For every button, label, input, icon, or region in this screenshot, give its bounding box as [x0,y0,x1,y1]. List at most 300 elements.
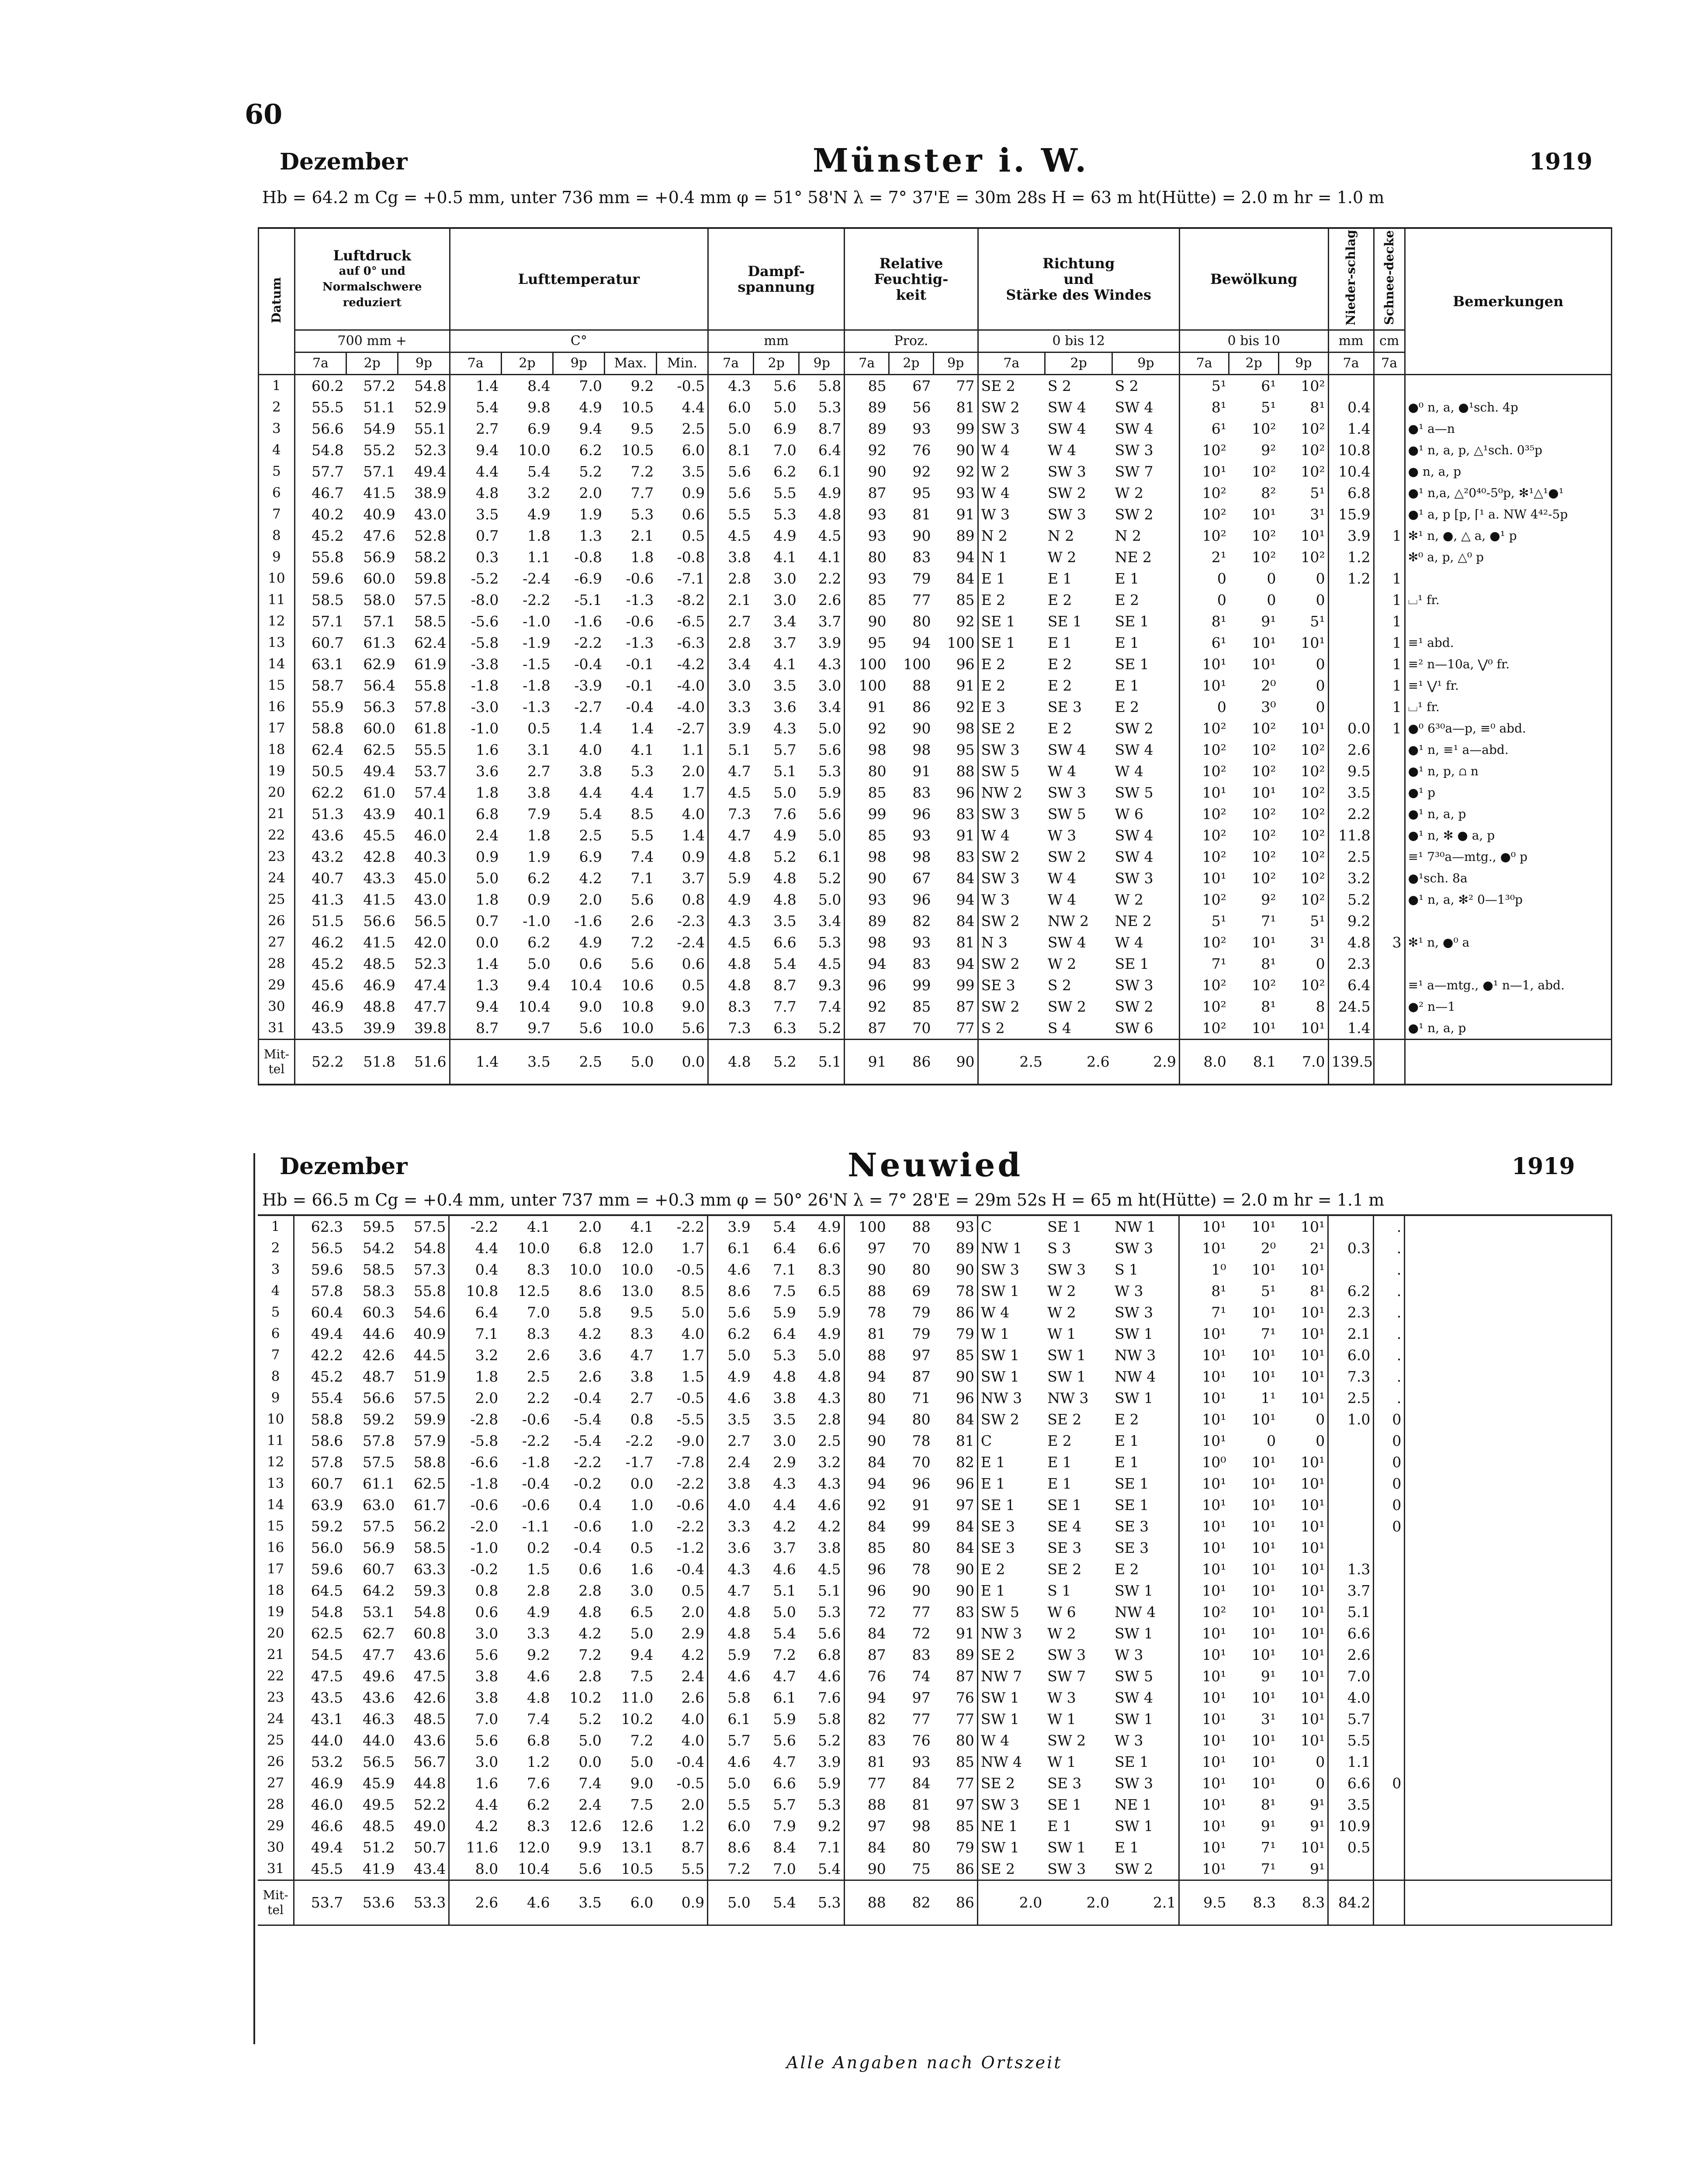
subheader-t2: 2p [889,352,934,375]
value-cell: 10² [1252,463,1276,480]
value-cell: 10¹ [1251,1304,1276,1321]
value-cell: 0.7 [450,910,501,932]
value-cell: 49.5 [363,1796,395,1813]
value-cell: 1 [1374,611,1405,632]
value-cell: SW 2 [977,1409,1045,1430]
value-cell: SW 4 [1047,741,1086,758]
value-cell: 94 [956,549,975,566]
value-cell: 10¹ [1179,1858,1229,1880]
value-cell: 2.7 [708,611,754,632]
value-cell: 6.6 [818,1240,841,1257]
mean-cell: 2.6 [449,1880,501,1925]
value-cell: 10¹ [1179,1730,1229,1751]
value-cell: 43.0 [414,506,447,523]
value-cell: SE 2 [977,1773,1045,1794]
value-cell [1374,1687,1405,1708]
value-cell: NW 1 [977,1237,1045,1259]
value-cell: 85 [845,589,889,611]
value-cell: 4.1 [773,656,796,673]
value-cell: 4.0 [682,805,705,822]
value-cell: 45.9 [363,1775,395,1792]
value-cell: 7.0 [579,377,602,394]
value-cell: W 4 [1047,891,1077,908]
value-cell: 62.5 [413,1475,446,1492]
value-cell: 41.5 [363,891,395,908]
value-cell: W 3 [1047,827,1077,844]
value-cell: -5.6 [450,611,501,632]
value-cell: 41.5 [363,934,395,951]
value-cell: 4.1 [630,741,654,758]
value-cell: 2.4 [450,825,501,846]
table-row [258,1323,1612,1344]
value-cell: 4.0 [681,1325,705,1342]
value-cell: 84 [844,1451,889,1473]
value-cell: E 2 [1115,1411,1139,1428]
value-cell: 56.7 [413,1753,446,1770]
value-cell: 7.4 [527,1711,550,1728]
value-cell: E 2 [1115,698,1139,715]
value-cell: 0 [1316,591,1325,608]
value-cell: 10² [1179,932,1229,953]
value-cell: 79 [912,1304,931,1321]
value-cell: 7.4 [818,998,842,1015]
value-cell: . [1374,1366,1405,1387]
value-cell: 10² [1252,870,1276,887]
value-cell: 96 [912,805,931,822]
value-cell: 2.0 [681,1603,705,1621]
value-cell: 0 [1374,1494,1405,1516]
value-cell: -4.0 [677,698,705,715]
subheader-t7: 7a [1179,352,1229,375]
day-cell: 25 [268,892,285,907]
value-cell: 1.2 [1328,568,1374,589]
value-cell: 7¹ [1261,1839,1276,1856]
value-cell: 5.4 [450,397,501,418]
remark-cell [1405,1494,1612,1516]
table-row [259,782,1612,803]
value-cell: 0.9 [527,891,551,908]
value-cell: W 6 [1047,1603,1076,1621]
value-cell: S 2 [1047,377,1071,394]
day-cell: 11 [267,1433,284,1448]
value-cell: 10² [1252,741,1276,758]
value-cell: 69 [912,1282,931,1299]
value-cell: -4.2 [677,656,705,673]
day-cell: 23 [268,849,285,864]
value-cell: 4.5 [708,932,754,953]
value-cell: 1.6 [630,1561,654,1578]
value-cell: 81 [956,1432,974,1449]
value-cell: N 2 [1115,527,1141,544]
value-cell: W 6 [1115,805,1143,822]
value-cell: 10² [1301,891,1325,908]
value-cell: 4.0 [681,1732,705,1749]
value-cell: 60.3 [363,1304,395,1321]
value-cell [1374,1837,1405,1858]
value-cell [1374,910,1405,932]
value-cell: 7.0 [449,1708,501,1730]
value-cell: 8¹ [1179,397,1229,418]
value-cell: 84 [956,912,975,930]
header-bewolkung: Bewölkung [1179,228,1328,330]
value-cell: 5.6 [449,1644,501,1666]
table-row [259,397,1612,418]
value-cell: 61.0 [363,784,395,801]
value-cell: 10¹ [1179,1623,1229,1644]
value-cell: 6.8 [578,1240,602,1257]
value-cell: 5.8 [818,1711,841,1728]
value-cell: 4.9 [708,1366,753,1387]
value-cell: 55.1 [414,420,447,437]
value-cell: 5.7 [1328,1708,1374,1730]
value-cell [1374,803,1405,825]
value-cell: 81 [912,1796,931,1813]
value-cell: 6.4 [773,1240,796,1257]
value-cell: 2.6 [630,912,654,930]
value-cell: -0.1 [626,656,654,673]
day-cell: 2 [272,399,281,415]
day-cell: 25 [267,1732,284,1748]
value-cell: 6.1 [708,1708,753,1730]
value-cell: 72 [844,1601,889,1623]
value-cell: 0.4 [1328,397,1374,418]
table-row [258,1751,1612,1773]
value-cell: 3.8 [630,1368,654,1385]
value-cell: -6.5 [677,613,705,630]
value-cell: SW 1 [1115,1389,1153,1406]
value-cell [1328,1430,1374,1451]
value-cell: 10¹ [1301,1646,1325,1663]
value-cell: 9.4 [450,439,501,461]
value-cell: 0 [1179,568,1229,589]
value-cell: 8.4 [527,377,551,394]
value-cell: 10² [1301,805,1325,822]
value-cell: 4.5 [708,525,754,546]
day-cell: 4 [271,1283,280,1299]
mean-cell: 2.0 [977,1880,1045,1925]
value-cell: 1.0 [630,1496,654,1514]
value-cell: S 1 [1115,1261,1139,1278]
value-cell: 7¹ [1179,1302,1229,1323]
table-row [258,1237,1612,1259]
remark-cell [1405,1580,1612,1601]
value-cell: 81 [956,934,975,951]
value-cell: 6.2 [1328,1280,1374,1302]
value-cell: 54.2 [363,1240,395,1257]
remark-cell [1405,1773,1612,1794]
value-cell: 7.5 [630,1796,654,1813]
value-cell: 5.9 [708,1644,753,1666]
value-cell: SE 1 [1115,1753,1149,1770]
value-cell: SW 2 [978,397,1045,418]
value-cell: 10² [1179,996,1229,1017]
value-cell: 97 [956,1796,974,1813]
value-cell: SW 4 [1115,1689,1153,1706]
value-cell: 99 [956,420,975,437]
value-cell: 84 [956,1539,974,1556]
value-cell: SW 4 [1115,848,1153,865]
table-row [258,1409,1612,1430]
value-cell: 93 [956,484,975,501]
value-cell: 10¹ [1301,1019,1325,1037]
value-cell: 57.8 [363,1432,395,1449]
value-cell: 10.0 [621,1261,654,1278]
value-cell: 54.6 [413,1304,446,1321]
value-cell: 9.5 [630,420,654,437]
table-row [258,1494,1612,1516]
value-cell: 3.9 [818,634,842,651]
value-cell [1328,375,1374,397]
value-cell: 5.3 [773,1347,796,1364]
value-cell: 1 [1374,696,1405,718]
mean-cell: 86 [933,1880,978,1925]
value-cell: 43.1 [294,1708,346,1730]
table-row [258,1730,1612,1751]
value-cell: 10¹ [1179,1773,1229,1794]
subheader-t7: 7a [978,352,1045,375]
value-cell: 59.2 [363,1411,395,1428]
value-cell: 57.8 [294,1451,346,1473]
value-cell: N 1 [978,546,1045,568]
value-cell: 8.3 [818,1261,841,1278]
value-cell: SW 1 [977,1708,1045,1730]
mean-row [258,1880,1612,1925]
value-cell: 54.8 [413,1240,446,1257]
value-cell: 10¹ [1179,1430,1229,1451]
value-cell: 0 [1374,1473,1405,1494]
value-cell: 10² [1179,739,1229,760]
value-cell: 80 [912,1539,931,1556]
value-cell: -5.8 [449,1430,501,1451]
value-cell: W 4 [978,482,1045,504]
value-cell: 57.5 [363,1518,395,1535]
day-cell: 15 [268,677,285,693]
value-cell: E 2 [1047,720,1072,737]
value-cell: 6.8 [1328,482,1374,504]
value-cell: 70 [912,1019,931,1037]
value-cell: 10¹ [1179,1344,1229,1366]
value-cell: 8.3 [527,1818,550,1835]
value-cell: 58.7 [294,675,346,696]
value-cell: E 1 [1047,634,1072,651]
remark-cell: ●¹ p [1405,782,1611,803]
value-cell: 53.2 [294,1751,346,1773]
value-cell: 98 [845,846,889,867]
feucht-line: Feuchtig- [874,271,949,287]
day-cell: 7 [271,1347,280,1363]
value-cell: 0 [1316,1775,1325,1792]
value-cell: 4.4 [579,784,602,801]
value-cell: SW 2 [978,953,1045,975]
value-cell: C [977,1430,1045,1451]
value-cell: 4.9 [579,399,602,416]
table-row [259,375,1612,397]
value-cell: SW 1 [977,1344,1045,1366]
value-cell [1328,1516,1374,1537]
value-cell: 80 [844,1387,889,1409]
value-cell: 8.3 [527,1325,550,1342]
value-cell: 3.6 [708,1537,753,1559]
mean-cell: 8.3 [1278,1880,1328,1925]
mean-cell: 5.3 [799,1880,844,1925]
table-row [258,1366,1612,1387]
value-cell: 5.1 [708,739,754,760]
value-cell: 10² [1301,827,1325,844]
value-cell: 0.6 [579,955,602,972]
section1-month: Dezember [280,149,408,175]
value-cell: 45.0 [414,870,447,887]
value-cell: 4.8 [773,870,796,887]
value-cell: SW 2 [1115,1860,1153,1877]
table-row [258,1773,1612,1794]
value-cell: 78 [912,1432,931,1449]
value-cell: 58.5 [363,1261,395,1278]
value-cell: 10¹ [1252,1019,1276,1037]
value-cell: 3.5 [773,1411,796,1428]
value-cell: 6.0 [708,397,754,418]
value-cell: -2.2 [676,1475,705,1492]
day-cell: 22 [268,827,285,843]
value-cell: 77 [956,1711,974,1728]
value-cell: 1 [1374,718,1405,739]
mean-cell [1374,1880,1405,1925]
mean-cell: 91 [845,1040,889,1085]
value-cell: 10¹ [1251,1475,1276,1492]
value-cell: 53.1 [363,1603,395,1621]
value-cell: 10² [1179,718,1229,739]
value-cell: 79 [912,1325,931,1342]
value-cell: 7.4 [578,1775,602,1792]
left-rule [253,1153,255,2044]
value-cell: 3.9 [1328,525,1374,546]
value-cell: 45.5 [363,827,395,844]
value-cell: SW 1 [977,1837,1045,1858]
value-cell: 0.6 [578,1561,602,1578]
value-cell: 100 [844,1215,889,1237]
value-cell: SW 1 [1115,1625,1153,1642]
value-cell: 5.6 [818,805,842,822]
value-cell [1374,996,1405,1017]
day-cell: 8 [272,528,281,543]
value-cell: E 2 [1115,1561,1139,1578]
value-cell: 43.6 [413,1646,446,1663]
remark-cell: ✻¹ n, ●, △ a, ●¹ p [1405,525,1611,546]
value-cell: 4.0 [681,1711,705,1728]
value-cell: 4.8 [818,1368,841,1385]
subheader-t2: 2p [1045,352,1112,375]
value-cell: 6.8 [527,1732,550,1749]
value-cell: NW 2 [978,782,1045,803]
remark-cell: ●⁰ n, a, ●¹sch. 4p [1405,397,1611,418]
value-cell: 91 [912,1496,931,1514]
value-cell: SW 1 [1115,1582,1153,1599]
value-cell: 5.2 [818,1019,842,1037]
value-cell: SW 3 [1047,1261,1086,1278]
value-cell: 10¹ [1179,1387,1229,1409]
value-cell: 55.8 [414,677,447,694]
value-cell: SE 2 [1047,1561,1082,1578]
value-cell: -1.0 [523,613,551,630]
value-cell: 0.6 [682,955,705,972]
value-cell: 2.7 [527,763,551,780]
value-cell: 54.8 [294,1601,346,1623]
value-cell: 88 [844,1794,889,1815]
value-cell: 10¹ [1301,1304,1325,1321]
table-row [259,504,1612,525]
value-cell [1374,1794,1405,1815]
mean-cell: 1.4 [450,1040,501,1085]
value-cell: 1.4 [579,720,602,737]
value-cell: W 2 [1047,549,1077,566]
value-cell: 6.8 [818,1646,841,1663]
value-cell: 10¹ [1251,1775,1276,1792]
value-cell: W 4 [1047,442,1077,459]
remark-cell [1405,1537,1612,1559]
value-cell: 5.4 [818,1860,841,1877]
value-cell: 1.5 [527,1561,550,1578]
value-cell: 88 [844,1280,889,1302]
value-cell: 0 [1316,698,1325,715]
value-cell: 62.9 [363,656,395,673]
value-cell: NW 7 [977,1666,1045,1687]
value-cell [1328,1537,1374,1559]
value-cell [1328,611,1374,632]
value-cell: 7.3 [708,803,754,825]
remark-cell: ●¹ n, a, p [1405,803,1611,825]
value-cell: 83 [912,549,931,566]
value-cell: 89 [845,418,889,439]
value-cell: 4.8 [708,953,754,975]
value-cell: 84 [956,870,975,887]
value-cell: 11.8 [1328,825,1374,846]
table-row [259,867,1612,889]
value-cell: 92 [844,1494,889,1516]
value-cell: 0 [1374,1451,1405,1473]
mean-cell: 2.5 [978,1040,1045,1085]
value-cell: 5.3 [818,1796,841,1813]
value-cell: 2.7 [708,1430,753,1451]
value-cell: S 2 [1047,977,1071,994]
value-cell: 4.2 [578,1625,602,1642]
subheader-t9: 9p [1112,352,1180,375]
mean-label: Mit-tel [259,1040,295,1085]
value-cell: SE 3 [1115,1539,1149,1556]
value-cell: 5¹ [1310,912,1325,930]
header-dampf [708,228,845,330]
value-cell: 7.2 [630,934,654,951]
value-cell: 6.6 [773,1775,796,1792]
value-cell [1374,782,1405,803]
value-cell: 7.2 [578,1646,602,1663]
value-cell: 8.7 [681,1839,705,1856]
value-cell: -0.5 [676,1775,705,1792]
value-cell: 51.2 [363,1839,395,1856]
value-cell: 10.2 [621,1711,654,1728]
value-cell: 7.7 [773,998,796,1015]
value-cell: 10¹ [1301,1689,1325,1706]
day-cell: 31 [268,1020,285,1036]
value-cell: 47.6 [363,527,395,544]
value-cell: 10.5 [621,442,654,459]
value-cell: 46.0 [414,827,447,844]
value-cell: 9.2 [1328,910,1374,932]
value-cell: W 4 [978,825,1045,846]
value-cell: 10¹ [1301,1475,1325,1492]
remark-cell [1405,1559,1612,1580]
remark-cell [1405,1837,1612,1858]
value-cell: 77 [956,377,975,394]
value-cell: 90 [912,527,931,544]
